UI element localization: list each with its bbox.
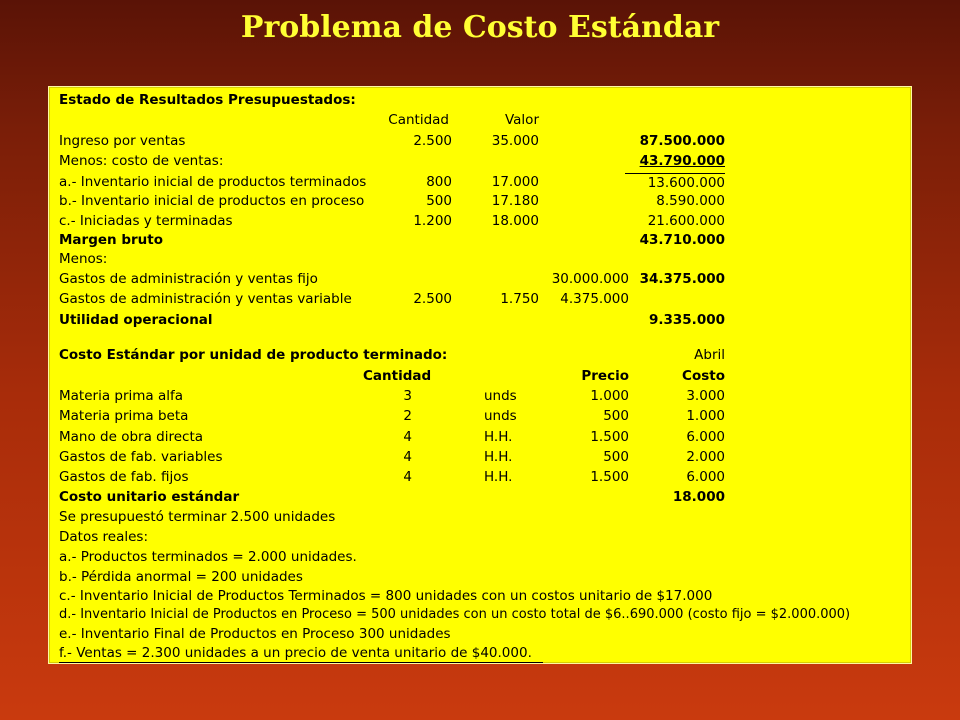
- note-line: d.- Inventario Inicial de Productos en Proceso = 500 unidades con un costo total de $6..690.000 (costo fijo = $2.000.000): [59, 607, 851, 622]
- budget-row: Margen bruto 43.710.000: [59, 232, 725, 248]
- budget-row: Gastos de administración y ventas fijo 30.000.000 34.375.000: [59, 271, 725, 287]
- note-line: b.- Pérdida anormal = 200 unidades: [59, 569, 303, 585]
- note-line: c.- Inventario Inicial de Productos Terminados = 800 unidades con un costos unitario de $17.000: [59, 588, 713, 604]
- col-cantidad: Cantidad: [388, 112, 449, 128]
- standard-row: Gastos de fab. variables 4 H.H. 500 2.000: [59, 449, 725, 465]
- standard-row: Materia prima alfa 3 unds 1.000 3.000: [59, 388, 725, 404]
- standard-row: Gastos de fab. fijos 4 H.H. 1.500 6.000: [59, 469, 725, 485]
- page-title: Problema de Costo Estándar: [240, 10, 720, 45]
- budget-row: Menos: costo de ventas: 43.790.000: [59, 153, 725, 169]
- budget-column-headers: [49, 111, 911, 130]
- standard-row: Materia prima beta 2 unds 500 1.000: [59, 408, 725, 424]
- budget-row: Gastos de administración y ventas variable 2.500 1.750 4.375.000: [59, 291, 629, 307]
- col-cantidad: Cantidad: [363, 368, 432, 384]
- budget-row: c.- Iniciadas y terminadas 1.200 18.000 21.600.000: [59, 213, 725, 229]
- note-line: Datos reales:: [59, 529, 149, 545]
- note-line: a.- Productos terminados = 2.000 unidades.: [59, 549, 357, 565]
- standard-total-row: Costo unitario estándar 18.000: [59, 489, 725, 505]
- spreadsheet-panel: [48, 86, 912, 664]
- note-line: f.- Ventas = 2.300 unidades a un precio de venta unitario de $40.000.: [49, 644, 911, 663]
- col-costo: Costo: [682, 368, 725, 384]
- standard-row: Mano de obra directa 4 H.H. 1.500 6.000: [59, 429, 725, 445]
- note-line: Se presupuestó terminar 2.500 unidades: [59, 509, 336, 525]
- budget-row: b.- Inventario inicial de productos en proceso 500 17.180 8.590.000: [59, 193, 725, 209]
- budget-row: a.- Inventario inicial de productos terminados 800 17.000 13.600.000: [59, 174, 725, 191]
- col-valor: Valor: [504, 112, 539, 128]
- standard-cost-heading: Costo Estándar por unidad de producto terminado: Abril: [59, 347, 725, 363]
- month-label: Abril: [694, 347, 725, 363]
- budget-row: Utilidad operacional 9.335.000: [59, 312, 725, 328]
- budget-row: Ingreso por ventas 2.500 35.000 87.500.000: [59, 133, 725, 149]
- standard-column-headers: [49, 367, 911, 386]
- budget-row: Menos:: [59, 251, 108, 267]
- col-precio: Precio: [581, 368, 629, 384]
- note-line: e.- Inventario Final de Productos en Proceso 300 unidades: [59, 626, 451, 642]
- budget-heading: Estado de Resultados Presupuestados:: [59, 92, 356, 108]
